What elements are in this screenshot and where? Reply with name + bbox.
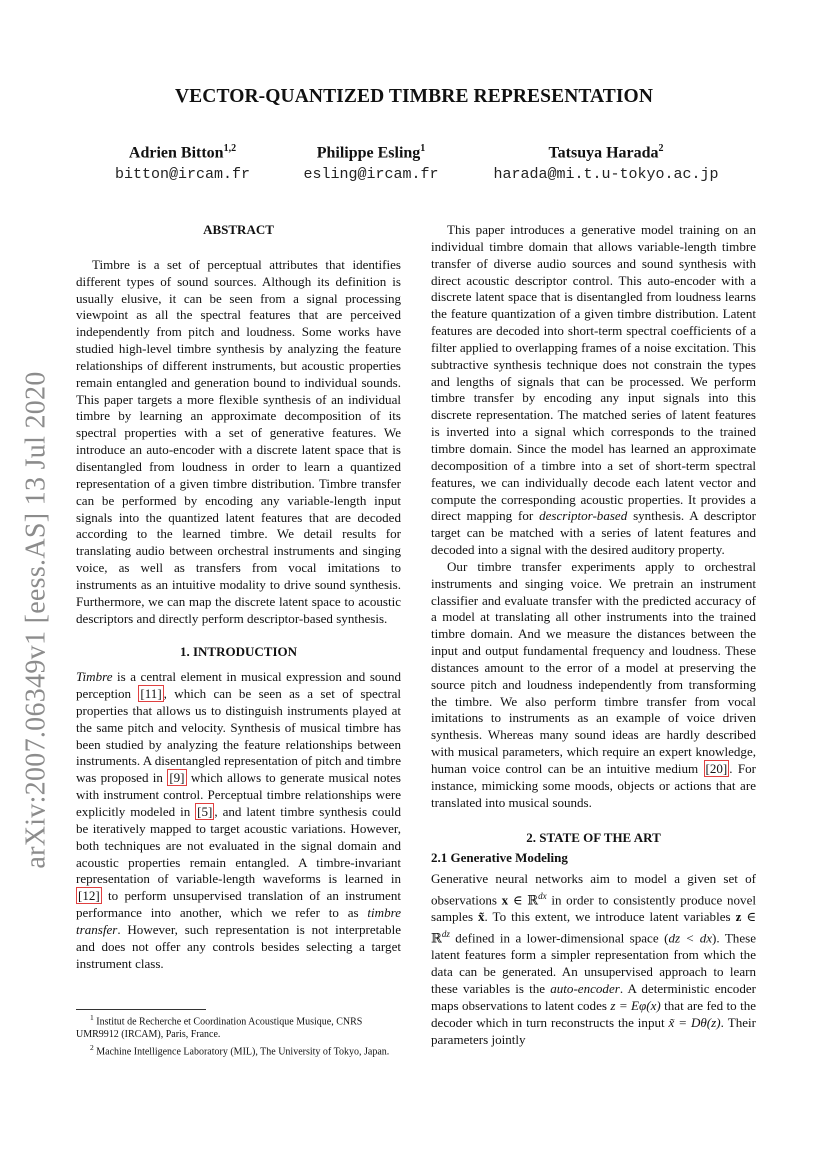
arxiv-identifier-stamp [12, 365, 62, 875]
left-column [76, 222, 401, 972]
author-email: esling@ircam.fr [303, 166, 439, 184]
citation-link[interactable]: [11] [140, 686, 162, 702]
right-column [431, 222, 756, 1048]
state-of-art-heading: 2. STATE OF THE ART [526, 829, 661, 845]
citation-link[interactable]: [9] [169, 770, 185, 786]
author-name: Philippe Esling$^1$ [316, 143, 426, 162]
paper-title: VECTOR-QUANTIZED TIMBRE REPRESENTATION [174, 86, 654, 107]
introduction-paragraph: Timbre is a central element in musical expression and sound perception [11] , which can be seen as a set of spectral properties that allows us to distinguish instruments played at the same pitch and velocity. Synthesis of musical timbre has been studied by analyzing the feature relationships between instruments. A disentangled representation of pitch and timbre was proposed in [9] which allows to generate musical notes with instrument control. Perceptual timbre relationships were explicitly modeled in [5] , and latent timbre synthesis could be iteratively mapped to target acoustic variations. However, both techniques are not evaluated in the signal domain and acoustic properties remain entangled. A timbre-invariant representation of variable-length waveforms is learned in [12] to perform unsupervised translation of an instrument performance into another, which we refer to as timbre transfer. However, such representation is not interpretable and does not offer any controls besides selecting a target instrument class. [76, 669, 401, 971]
author-email: bitton@ircam.fr [114, 166, 251, 184]
footnotes [76, 1012, 401, 1058]
author-bitton [105, 143, 260, 183]
introduction-heading: 1. INTRODUCTION [179, 644, 297, 660]
generative-modeling-heading: 2.1 Generative Modeling [431, 850, 568, 866]
abstract-heading: ABSTRACT [203, 222, 274, 237]
footnote-divider [76, 1009, 206, 1010]
citation-link[interactable]: [5] [197, 804, 213, 819]
author-name: Adrien Bitton$^{1,2}$ [128, 143, 237, 162]
author-email: harada@mi.t.u-tokyo.ac.jp [493, 166, 719, 184]
citation-link[interactable]: [20] [705, 761, 728, 776]
arxiv-identifier-text: arXiv:2007.06349v1 [eess.AS] 13 Jul 2020 [21, 371, 53, 869]
body-paragraph: This paper introduces a generative model training on an individual timbre domain that allows variable-length timbre transfer of diverse audio sources and sound synthesis with direct acoustic descriptor control. This auto-encoder with a discrete latent space that is disentangled from loudness learns the feature quantization of a given timbre distribution. Latent features are decoded into short-term spectral coefficients of a filter applied to overlapping frames of a noise excitation. This subtractive synthesis technique does not constrain the types and lengths of signals that can be processed. We perform timbre transfer by encoding any input signals into this discrete representation. The matched series of latent features is inverted into a signal which corresponds to the trained timbre domain. Since the model has learned an approximate decomposition of a timbre into a set of short-term spectral features, we can individually decode each latent vector and compute the corresponding acoustic properties. It provides a direct mapping for descriptor-based synthesis. A descriptor target can be matched with a series of latent features and decoded into a signal with the desired auditory property. [431, 222, 756, 558]
footnote: $^2$ Machine Intelligence Laboratory (MIL), The University of Tokyo, Japan. [90, 1042, 390, 1057]
citation-link[interactable]: [12] [78, 888, 100, 904]
body-paragraph: Our timbre transfer experiments apply to orchestral instruments and singing voice. We pretrain an instrument classifier and evaluate transfer with the predicted accuracy of a model at translating all other instruments into the trained timbre domain. And we measure the distances between the input and output fundamental frequency and loudness. These distances amount to the error of a model at preserving the source pitch and loudness independently from transforming the timbre. We also perform timbre transfer from vocal imitations to instruments as an example of voice driven synthesis. Whereas many sound ideas are hardly described with musical parameters, which require an expert knowledge, human voice control can be an intuitive medium [20] . For instance, mimicking some moods, objects or actions that are translated into musical sounds. [431, 558, 756, 810]
author-harada [475, 143, 737, 183]
abstract-text: Timbre is a set of perceptual attributes that identifies different types of sound sources. Although its definition is usually elusive, it can be seen from a signal processing viewpoint as all the spectral features that are perceived independently from pitch and loudness. Some works have studied high-level timbre synthesis by analyzing the feature relationships of different instruments, but acoustic properties remain entangled and generation bound to individual sounds. This paper targets a more flexible synthesis of an individual timbre by learning an approximate decomposition of its spectral properties with a set of generative features. We introduce an auto-encoder with a discrete latent space that is disentangled from loudness in order to learn a quantized representation of a given timbre distribution. Timbre transfer can be performed by encoding any variable-length input signals into the quantized latent features that are decoded according to the learned timbre. We detail results for translating audio between orchestral instruments and singing voice, as well as transfers from vocal imitations to instruments as an intuitive modality to drive sound synthesis. Furthermore, we can map the discrete latent space to acoustic descriptors and directly perform descriptor-based synthesis. [76, 256, 401, 626]
author-esling [286, 143, 456, 183]
body-paragraph: Generative neural networks aim to model a given set of observations x ∈ ℝ$^{dx}$ in order to consistently produce novel samples x̃. To this extent, we introduce latent variables z ∈ ℝ$^{dz}$ defined in a lower-dimensional space (dz < dx). These latent features form a simpler representation from which the data can be generated. An unsupervised approach to learn these variables is the auto-encoder. A deterministic encoder maps observations to latent codes z = Eφ(x) that are fed to the decoder which in turn reconstructs the input x̃ = Dθ(z). Their parameters jointly [431, 871, 757, 1047]
footnote: $^1$ Institut de Recherche et Coordination Acoustique Musique, CNRS UMR9912 (IRCAM), Paris, France. [76, 1013, 363, 1040]
author-name: Tatsuya Harada$^2$ [548, 143, 664, 162]
